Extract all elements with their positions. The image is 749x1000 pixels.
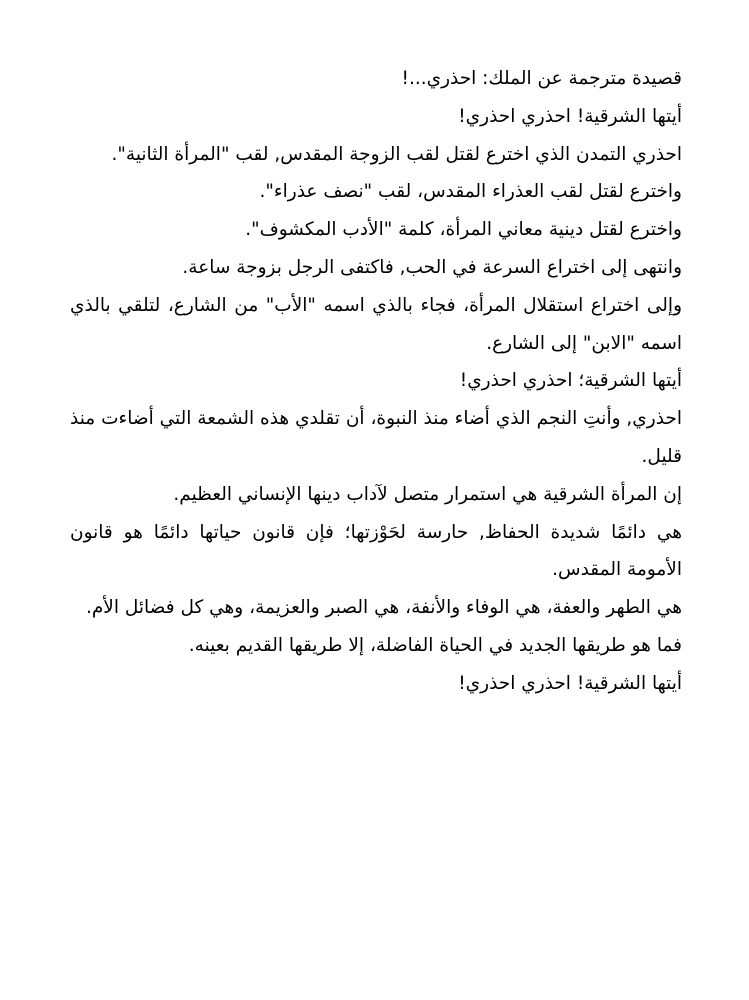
paragraph: أيتها الشرقية؛ احذري احذري! xyxy=(459,370,682,392)
paragraph: أيتها الشرقية! احذري احذري! xyxy=(458,672,682,694)
paragraph: واخترع لقتل دينية معاني المرأة، كلمة "الأدب المكشوف". xyxy=(245,219,682,241)
paragraph: احذري التمدن الذي اخترع لقتل لقب الزوجة المقدس, لقب "المرأة الثانية". xyxy=(111,143,682,165)
paragraph: واخترع لقتل لقب العذراء المقدس، لقب "نصف عذراء". xyxy=(259,181,682,203)
paragraph: هي دائمًا شديدة الحفاظ, حارسة لحَوْزتها؛ فإن قانون حياتها دائمًا هو قانون الأمومة المقدس. xyxy=(70,521,682,581)
paragraph: احذري, وأنتِ النجم الذي أضاء منذ النبوة، أن تقلدي هذه الشمعة التي أضاءت منذ قليل. xyxy=(70,408,682,467)
poem-title: قصيدة مترجمة عن الملك: احذري...! xyxy=(401,68,682,89)
paragraph: أيتها الشرقية! احذري احذري! xyxy=(458,105,682,127)
poem-text xyxy=(70,60,682,703)
paragraph: وإلى اختراع استقلال المرأة، فجاء بالذي اسمه "الأب" من الشارع، لتلقي بالذي اسمه "الابن" إلى الشارع. xyxy=(70,294,682,354)
paragraph: فما هو طريقها الجديد في الحياة الفاضلة، إلا طريقها القديم بعينه. xyxy=(188,634,682,656)
paragraph: إن المرأة الشرقية هي استمرار متصل لآداب دينها الإنساني العظيم. xyxy=(173,483,682,505)
paragraph: هي الطهر والعفة، هي الوفاء والأنفة، هي الصبر والعزيمة، وهي كل فضائل الأم. xyxy=(85,597,682,619)
paragraph: وانتهى إلى اختراع السرعة في الحب, فاكتفى الرجل بزوجة ساعة. xyxy=(182,256,682,278)
